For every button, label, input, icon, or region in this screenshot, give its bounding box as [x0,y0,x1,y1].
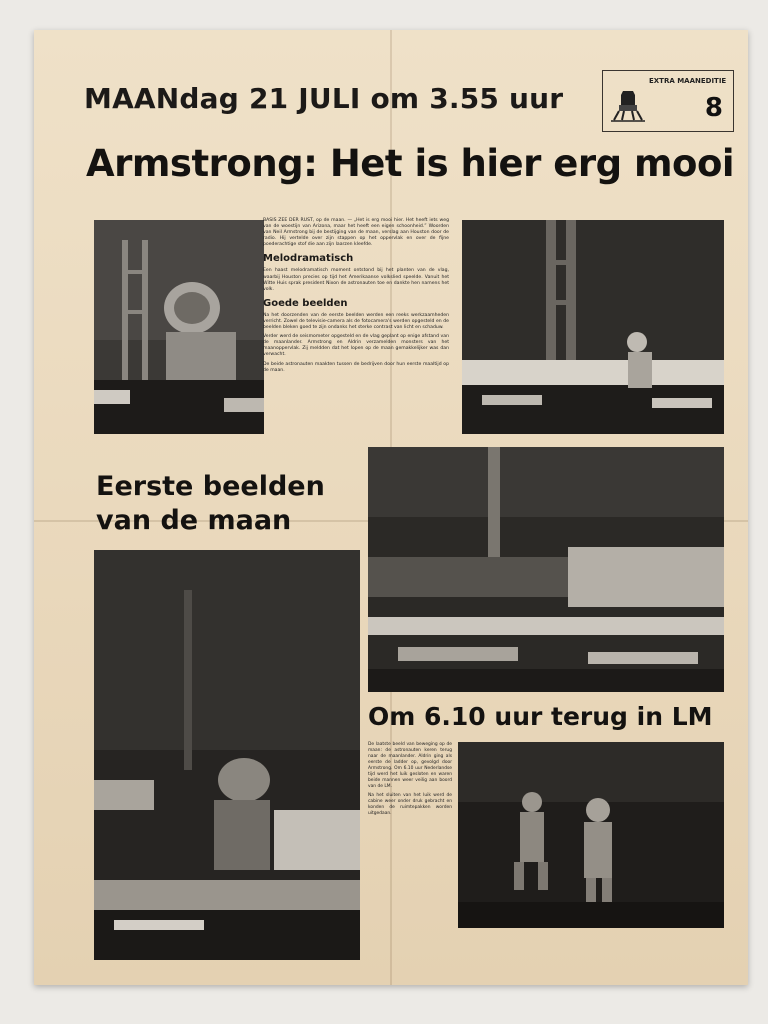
main-article [263,218,449,377]
newspaper-page [34,30,748,985]
photo-first-steps [94,550,360,960]
return-article [368,742,452,820]
return-article-text: De laatste beeld van beweging op de maan: de astronauten keren terug naar de maanlander. Aldrin ging als eerste de ladder op, gevolgd door Armstrong. Om 6.10 uur Nederlandse tijd werd het luik gesloten en waren beide mannen weer veilig aan boord van de LM. [368,742,452,789]
subhead-goede-beelden: Goede beelden [263,297,348,309]
headline: Armstrong: Het is hier erg mooi [86,142,735,185]
dateline: MAANdag 21 JULI om 3.55 uur [84,82,564,115]
photo-astronaut-ladder [94,220,264,434]
edition-box [602,70,734,132]
page-number: 8 [704,93,723,123]
photo-astronauts-returning [458,742,724,928]
return-article-text-2: Na het sluiten van het luik werd de cabine weer onder druk gebracht en konden de ruimtepakken worden uitgedaan. [368,793,452,816]
article-paragraph: Een haast melodramatisch moment ontstond bij het planten van de vlag, waarbij Houston precies op tijd het Amerikaanse volkslied speelde. Vanuit het Witte Huis sprak president Nixon de astronauten toe en dankte hen namens het volk. [263,268,449,292]
article-paragraph: Verder werd de seismometer opgesteld en de vlag geplant op enige afstand van de maanlander. Armstrong en Aldrin verzamelden monsters van het maanoppervlak. Zij meldden dat het lopen op de maan gemakkelijker was dan verwacht. [263,334,449,358]
return-headline: Om 6.10 uur terug in LM [368,702,713,731]
section-heading [96,470,325,538]
section-heading-line-2: van de maan [96,505,292,536]
photo-lander-leg [368,447,724,692]
section-heading-line-1: Eerste beelden [96,471,325,502]
photo-lander-astronaut [462,220,724,434]
article-paragraph: De beide astronauten maakten tussen de bedrijven door hun eerste maaltijd op de maan. [263,361,449,373]
edition-label: EXTRA MAANEDITIE [649,77,727,85]
subhead-melodramatisch: Melodramatisch [263,253,354,265]
article-paragraph: Na het doorzenden van de eerste beelden werden een reeks werkzaamheden verricht. Zowel de televisie-camera als de fotocamera's werden opgesteld en de beelden bleken goed te zijn ondanks het sterke contrast van licht en schaduw. [263,312,449,331]
article-intro: BASIS ZEE DER RUST, op de maan. — „Het is erg mooi hier. Het heeft iets weg van de woestijn van Arizona, maar het heeft een eigen schoonheid.” Woorden van Neil Armstrong bij de bestijging van de maan, verslag aan Houston door de radio. Hij vertelde over zijn stappen op het oppervlak en over de fijne poederachtige stof die aan zijn laarzen kleefde. [263,218,449,248]
lunar-module-icon [611,87,645,123]
